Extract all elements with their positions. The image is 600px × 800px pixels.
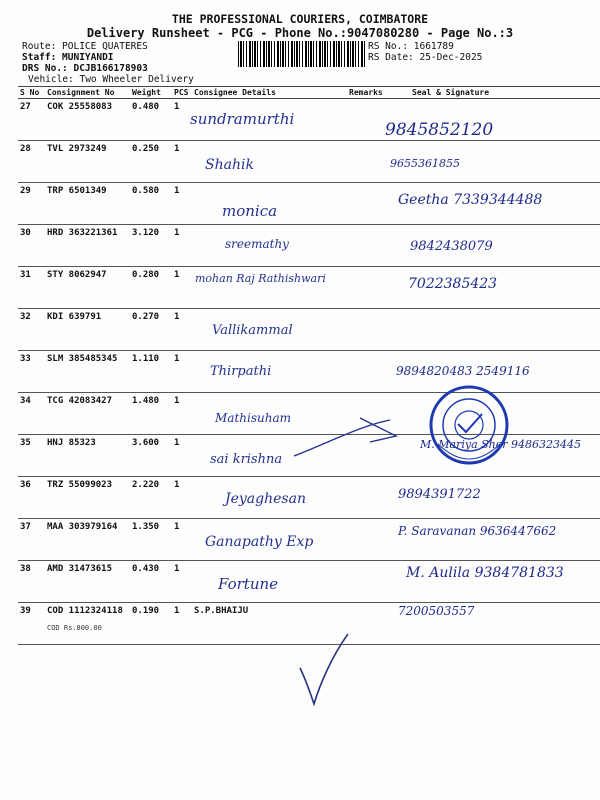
row-consignment-no-text: COK 25558083 <box>47 102 113 112</box>
row-weight-text: 3.600 <box>132 438 160 448</box>
row-sno-text: 30 <box>20 228 31 238</box>
row-remarks <box>347 561 404 603</box>
row-consignee-details-text: S.P.BHAIJU <box>194 606 249 616</box>
row-consignment-no <box>45 351 130 393</box>
table-row <box>18 99 600 141</box>
row-weight <box>130 309 172 351</box>
row-weight <box>130 99 172 141</box>
row-sno <box>18 309 45 351</box>
row-consignment-no <box>45 309 130 351</box>
handwritten-signature: Geetha 7339344488 <box>398 192 543 208</box>
row-weight <box>130 561 172 603</box>
row-weight <box>130 435 172 477</box>
row-pcs <box>172 603 192 645</box>
handwritten-consignee-name: mohan Raj Rathishwari <box>195 272 326 285</box>
col-consignee: Consignee Details <box>192 87 347 99</box>
row-pcs-text: 1 <box>174 606 180 616</box>
row-consignment-no <box>45 267 130 309</box>
row-sno-text: 28 <box>20 144 31 154</box>
check-mark <box>296 628 352 708</box>
row-consignment-no-text: STY 8062947 <box>47 270 107 280</box>
row-weight-text: 3.120 <box>132 228 160 238</box>
row-sno-text: 33 <box>20 354 31 364</box>
handwritten-signature: M. Aulila 9384781833 <box>406 565 564 581</box>
row-consignment-no-text: HRD 363221361 <box>47 228 118 238</box>
row-remarks <box>347 183 404 225</box>
row-weight-text: 2.220 <box>132 480 160 490</box>
row-weight-text: 0.250 <box>132 144 160 154</box>
row-pcs <box>172 183 192 225</box>
col-sno: S No <box>18 87 45 99</box>
row-pcs <box>172 561 192 603</box>
col-pcs: PCS <box>172 87 192 99</box>
row-weight-text: 0.430 <box>132 564 160 574</box>
row-remarks <box>347 309 404 351</box>
row-weight-text: 1.350 <box>132 522 160 532</box>
handwritten-signature: 9894820483 2549116 <box>396 364 530 378</box>
table-row <box>18 477 600 519</box>
row-pcs-text: 1 <box>174 396 180 406</box>
row-consignment-no-text: TRZ 55099023 <box>47 480 113 490</box>
drs-number: DRS No.: DCJB166178903 <box>22 63 148 74</box>
row-sno-text: 29 <box>20 186 31 196</box>
row-pcs <box>172 225 192 267</box>
vehicle-label: Vehicle: Two Wheeler Delivery <box>28 74 194 85</box>
handwritten-consignee-name: Ganapathy Exp <box>205 534 314 550</box>
col-weight: Weight <box>130 87 172 99</box>
rs-number: RS No.: 1661789 <box>368 41 454 52</box>
row-consignment-no-text: HNJ 85323 <box>47 438 96 448</box>
row-pcs-text: 1 <box>174 354 180 364</box>
row-weight <box>130 225 172 267</box>
table-row <box>18 141 600 183</box>
row-consignment-no-text: KDI 639791 <box>47 312 102 322</box>
handwritten-consignee-name: monica <box>222 202 278 220</box>
row-consignment-no-text: SLM 385485345 <box>47 354 118 364</box>
row-weight-text: 0.480 <box>132 102 160 112</box>
handwritten-consignee-name: sreemathy <box>225 237 289 251</box>
handwritten-consignee-name: Shahik <box>205 157 254 173</box>
row-consignment-no <box>45 435 130 477</box>
row-sno <box>18 99 45 141</box>
row-pcs-text: 1 <box>174 564 180 574</box>
row-weight-text: 0.280 <box>132 270 160 280</box>
row-sno-text: 34 <box>20 396 31 406</box>
row-pcs <box>172 267 192 309</box>
staff-label: Staff: MUNIYANDI <box>22 52 114 63</box>
table-row <box>18 225 600 267</box>
row-remarks <box>347 225 404 267</box>
row-sno-text: 36 <box>20 480 31 490</box>
row-sno <box>18 267 45 309</box>
row-weight <box>130 267 172 309</box>
barcode <box>238 41 365 67</box>
row-pcs-text: 1 <box>174 186 180 196</box>
row-pcs <box>172 519 192 561</box>
handwritten-signature: 7200503557 <box>398 604 475 618</box>
row-weight <box>130 519 172 561</box>
row-sno <box>18 603 45 645</box>
cod-amount: COD Rs.800.00 <box>47 624 102 632</box>
row-weight-text: 0.580 <box>132 186 160 196</box>
row-sno <box>18 351 45 393</box>
row-pcs-text: 1 <box>174 228 180 238</box>
row-pcs-text: 1 <box>174 102 180 112</box>
handwritten-signature: P. Saravanan 9636447662 <box>398 524 557 538</box>
handwritten-consignee-name: Vallikammal <box>212 323 293 338</box>
handwritten-consignee-name: Jeyaghesan <box>225 491 306 507</box>
row-consignment-no-text: MAA 303979164 <box>47 522 118 532</box>
handwritten-signature: 9894391722 <box>398 487 481 502</box>
row-remarks <box>347 477 404 519</box>
row-sno <box>18 141 45 183</box>
row-weight <box>130 603 172 645</box>
row-sno-text: 39 <box>20 606 31 616</box>
table-row <box>18 309 600 351</box>
row-consignment-no-text: AMD 31473615 <box>47 564 113 574</box>
row-sno-text: 38 <box>20 564 31 574</box>
row-remarks <box>347 603 404 645</box>
row-consignment-no-text: TCG 42083427 <box>47 396 113 406</box>
row-sno <box>18 561 45 603</box>
row-sno <box>18 183 45 225</box>
handwritten-signature: 7022385423 <box>408 276 498 292</box>
row-weight <box>130 477 172 519</box>
col-consignment: Consignment No <box>45 87 130 99</box>
row-seal-signature <box>404 309 600 351</box>
row-consignment-no <box>45 225 130 267</box>
row-weight <box>130 141 172 183</box>
handwritten-consignee-name: sundramurthi <box>190 110 295 128</box>
row-remarks <box>347 267 404 309</box>
row-weight-text: 1.110 <box>132 354 160 364</box>
handwritten-signature: 9842438079 <box>410 239 493 254</box>
handwritten-signature: M. Mariya Sher 9486323445 <box>420 438 581 451</box>
row-pcs <box>172 309 192 351</box>
row-pcs-text: 1 <box>174 144 180 154</box>
row-sno-text: 27 <box>20 102 31 112</box>
row-pcs-text: 1 <box>174 312 180 322</box>
row-sno <box>18 477 45 519</box>
handwritten-consignee-name: Thirpathi <box>210 364 272 379</box>
row-weight-text: 1.480 <box>132 396 160 406</box>
row-pcs-text: 1 <box>174 438 180 448</box>
row-consignment-no <box>45 141 130 183</box>
row-consignment-no <box>45 183 130 225</box>
row-consignment-no <box>45 477 130 519</box>
row-pcs <box>172 351 192 393</box>
row-weight <box>130 183 172 225</box>
row-weight-text: 0.190 <box>132 606 160 616</box>
row-pcs-text: 1 <box>174 480 180 490</box>
route-label: Route: POLICE QUATERES <box>22 41 148 52</box>
row-pcs-text: 1 <box>174 270 180 280</box>
row-consignment-no <box>45 393 130 435</box>
row-sno <box>18 393 45 435</box>
handwritten-consignee-name: Mathisuham <box>215 411 291 425</box>
row-pcs <box>172 141 192 183</box>
row-pcs-text: 1 <box>174 522 180 532</box>
rs-date: RS Date: 25-Dec-2025 <box>368 52 483 63</box>
col-remarks: Remarks <box>347 87 404 99</box>
handwritten-signature: 9845852120 <box>385 120 494 140</box>
row-weight-text: 0.270 <box>132 312 160 322</box>
row-remarks <box>347 519 404 561</box>
row-consignment-no-text: TVL 2973249 <box>47 144 107 154</box>
row-sno <box>18 435 45 477</box>
row-sno-text: 31 <box>20 270 31 280</box>
row-pcs <box>172 435 192 477</box>
strike-arrow <box>290 412 410 462</box>
row-sno-text: 35 <box>20 438 31 448</box>
row-consignment-no-text: COD 1112324118 <box>47 606 123 616</box>
row-consignment-no-text: TRP 6501349 <box>47 186 107 196</box>
row-sno <box>18 519 45 561</box>
row-sno <box>18 225 45 267</box>
handwritten-consignee-name: sai krishna <box>210 452 283 467</box>
row-consignment-no <box>45 99 130 141</box>
row-consignment-no <box>45 561 130 603</box>
row-weight <box>130 393 172 435</box>
row-sno-text: 32 <box>20 312 31 322</box>
row-pcs <box>172 477 192 519</box>
row-sno-text: 37 <box>20 522 31 532</box>
row-pcs <box>172 99 192 141</box>
row-pcs <box>172 393 192 435</box>
row-consignment-no <box>45 603 130 645</box>
col-seal: Seal & Signature <box>404 87 600 99</box>
company-seal-stamp <box>428 384 510 466</box>
company-name: THE PROFESSIONAL COURIERS, COIMBATORE <box>171 12 429 26</box>
handwritten-consignee-name: Fortune <box>218 575 279 593</box>
row-consignment-no <box>45 519 130 561</box>
table-header-row <box>18 87 600 99</box>
row-weight <box>130 351 172 393</box>
runsheet-title: Delivery Runsheet - PCG - Phone No.:9047080280 - Page No.:3 <box>86 26 514 40</box>
handwritten-signature: 9655361855 <box>390 157 460 170</box>
